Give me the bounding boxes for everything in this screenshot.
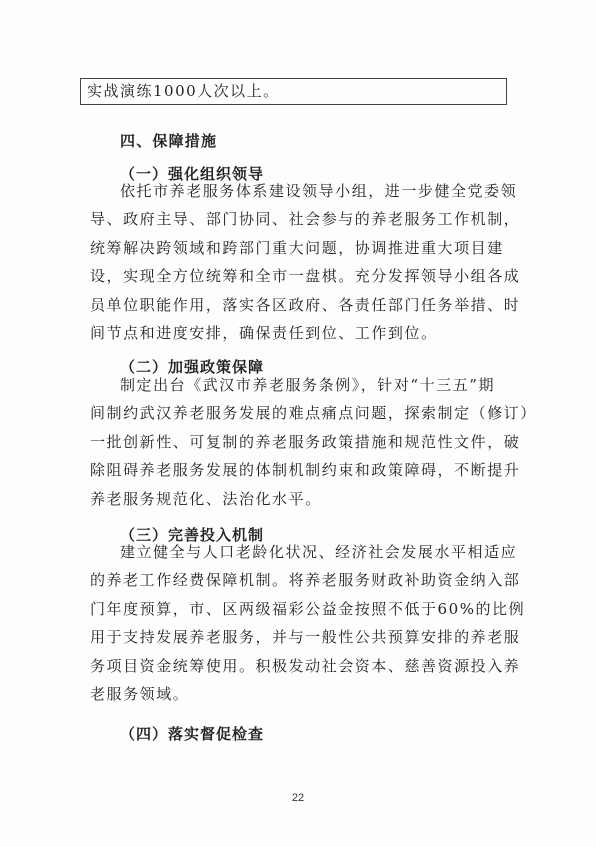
boxed-text: 实战演练1000人次以上。	[80, 78, 507, 105]
page-number: 22	[291, 792, 305, 804]
subsection-title: （三）完善投入机制	[120, 526, 265, 544]
text-line: 务项目资金统筹使用。积极发动社会资本、慈善资源投入养	[90, 656, 521, 675]
text-line: 老服务领域。	[90, 685, 190, 704]
text-line: 门年度预算，市、区两级福彩公益金按照不低于60%的比例	[90, 599, 526, 618]
subsection-title: （二）加强政策保障	[120, 358, 265, 376]
subsection-title: （四）落实督促检查	[120, 725, 265, 743]
subsection-body	[90, 177, 521, 347]
subsection-body	[90, 371, 537, 513]
section-heading: 四、保障措施	[120, 132, 218, 150]
text-line: 一批创新性、可复制的养老服务政策措施和规范性文件，破	[90, 432, 521, 451]
text-line: 建立健全与人口老龄化状况、经济社会发展水平相适应	[120, 543, 518, 561]
subsection-title: （一）强化组织领导	[120, 165, 265, 183]
text-line: 间制约武汉养老服务发展的难点痛点问题，探索制定（修订）	[90, 404, 537, 423]
text-line: 养老服务规范化、法治化水平。	[90, 489, 322, 508]
text-line: 统筹解决跨领域和跨部门重大问题，协调推进重大项目建	[90, 238, 504, 257]
text-line: 依托市养老服务体系建设领导小组，进一步健全党委领	[120, 182, 518, 200]
text-line: 设，实现全方位统筹和全市一盘棋。充分发挥领导小组各成	[90, 267, 521, 286]
text-line: 的养老工作经费保障机制。将养老服务财政补助资金纳入部	[90, 571, 521, 590]
text-line: 员单位职能作用，落实各区政府、各责任部门任务举措、时	[90, 295, 521, 314]
text-line: 间节点和进度安排，确保责任到位、工作到位。	[90, 324, 438, 343]
text-line: 用于支持发展养老服务，并与一般性公共预算安排的养老服	[90, 628, 521, 647]
text-line: 导、政府主导、部门协同、社会参与的养老服务工作机制，	[90, 210, 521, 229]
subsection-body	[90, 538, 526, 708]
text-line: 制定出台《武汉市养老服务条例》，针对“十三五”期	[120, 376, 496, 394]
text-line: 除阻碍养老服务发展的体制机制约束和政策障碍，不断提升	[90, 461, 521, 480]
